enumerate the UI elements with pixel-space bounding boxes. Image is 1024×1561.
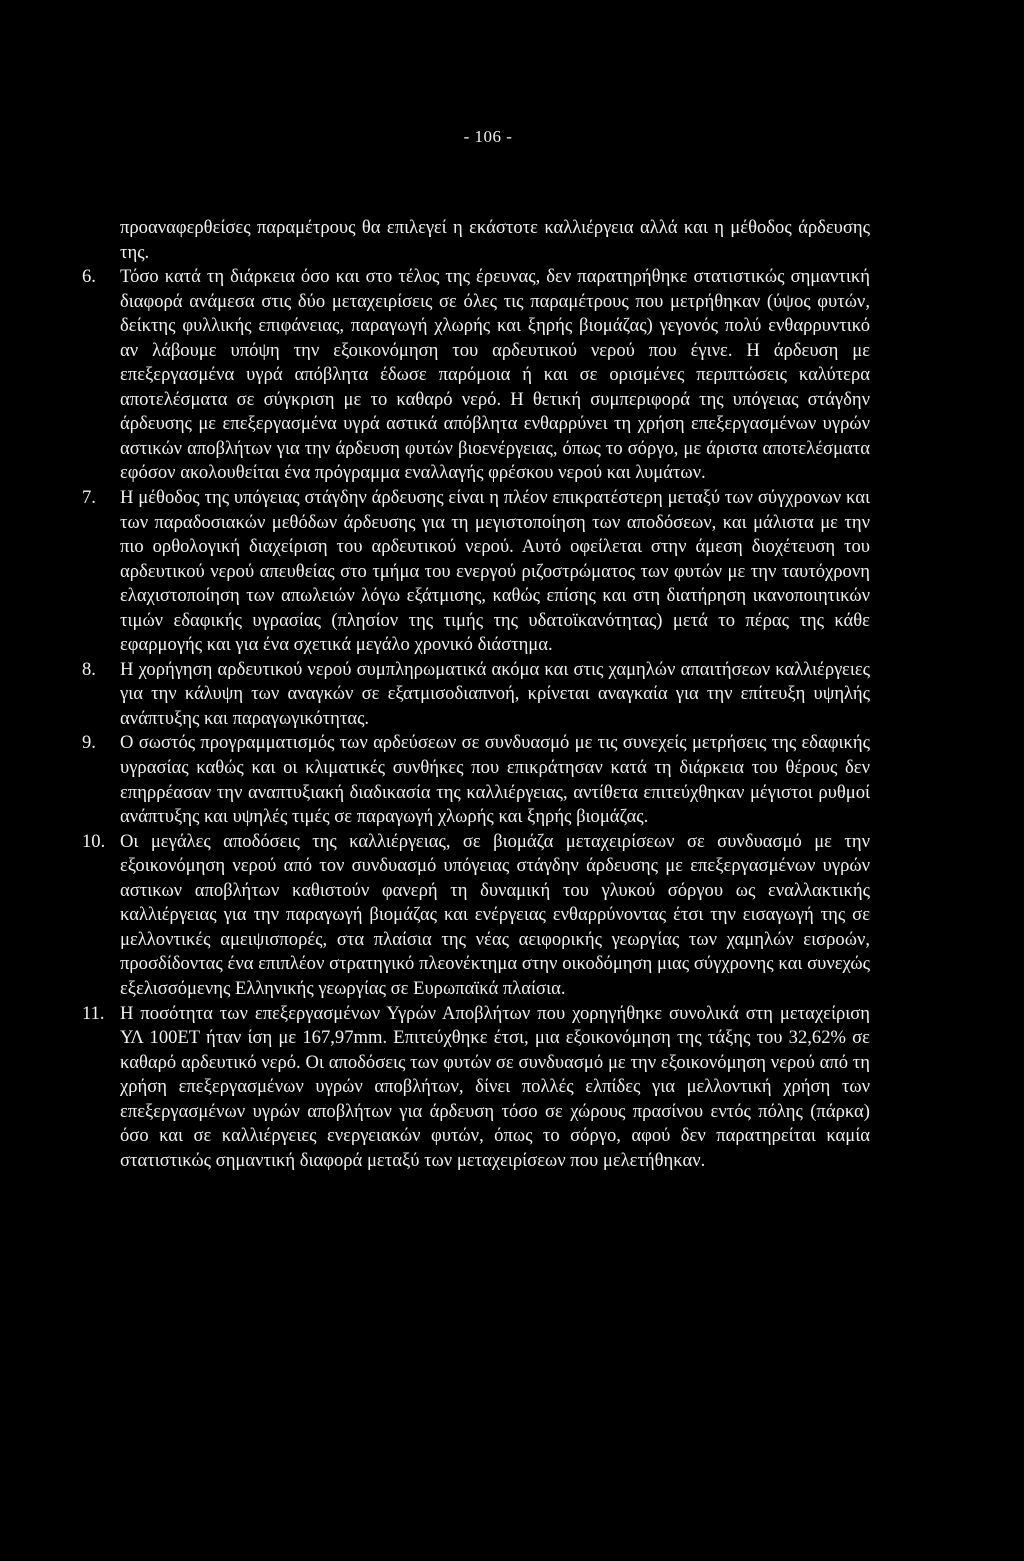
paragraph-6 <box>82 265 870 486</box>
paragraph-text: Η μέθοδος της υπόγειας στάγδην άρδευσης είναι η πλέον επικρατέστερη μεταξύ των σύγχρονων και των παραδοσιακών μεθόδων άρδευσης για τη μεγιστοποίηση των αποδόσεων, και μάλιστα με την πιο ορθολογική διαχείριση του αρδευτικού νερού. Αυτό οφείλεται στην άμεση διοχέτευση του αρδευτικού νερού απευθείας στο τμήμα του ενεργού ριζοστρώματος των φυτών με την ταυτόχρονη ελαχιστοποίηση των απωλειών λόγω εξάτμισης, καθώς επίσης και στη διατήρηση ικανοποιητικών τιμών εδαφικής υγρασίας (πλησίον της τιμής της υδατοϊκανότητας) μετά το πέρας της κάθε εφαρμογής και για ένα σχετικά μεγάλο χρονικό διάστημα. <box>120 487 870 656</box>
paragraph-number: 9. <box>82 732 96 754</box>
paragraph-text: προαναφερθείσες παραμέτρους θα επιλεγεί η εκάστοτε καλλιέργεια αλλά και η μέθοδος άρδευσης της. <box>120 217 870 263</box>
paragraph-number: 6. <box>82 266 96 288</box>
paragraph-continuation <box>82 216 870 265</box>
paragraph-text: Τόσο κατά τη διάρκεια όσο και στο τέλος της έρευνας, δεν παρατηρήθηκε στατιστικώς σημαντική διαφορά ανάμεσα στις δύο μεταχειρίσεις σε όλες τις παραμέτρους που μετρήθηκαν (ύψος φυτών, δείκτης φυλλικής επιφάνειας, παραγωγή χλωρής και ξηρής βιομάζας) γεγονός πολύ ενθαρρυντικό αν λάβουμε υπόψη την εξοικονόμηση του αρδευτικού νερού που έγινε. Η άρδευση με επεξεργασμένα υγρά απόβλητα έδωσε παρόμοια ή και σε ορισμένες περιπτώσεις καλύτερα αποτελέσματα σε σύγκριση με το καθαρό νερό. Η θετική συμπεριφορά της υπόγειας στάγδην άρδευσης με επεξεργασμένα υγρά αστικά απόβλητα ενθαρρύνει τη χρήση επεξεργασμένων υγρών αστικών αποβλήτων για την άρδευση φυτών βιοενέργειας, όπως το σόργο, με άριστα αποτελέσματα εφόσον ακολουθείται ένα πρόγραμμα εναλλαγής φρέσκου νερού και λυμάτων. <box>120 266 870 484</box>
paragraph-text: Ο σωστός προγραμματισμός των αρδεύσεων σε συνδυασμό με τις συνεχείς μετρήσεις της εδαφικής υγρασίας καθώς και οι κλιματικές συνθήκες που επικράτησαν κατά τη διάρκεια του θέρους δεν επηρρέασαν την αναπτυξιακή διαδικασία της καλλιέργειας, αντίθετα επιτεύχθηκαν μέγιστοι ρυθμοί ανάπτυξης και υψηλές τιμές σε παραγωγή χλωρής και ξηρής βιομάζας. <box>120 732 870 828</box>
page-number: - 106 - <box>463 127 513 146</box>
paragraph-number: 10. <box>82 830 106 852</box>
paragraph-text: Η ποσότητα των επεξεργασμένων Υγρών Αποβλήτων που χορηγήθηκε συνολικά στη μεταχείριση ΥΛ 100ΕΤ ήταν ίση με 167,97mm. Επιτεύχθηκε έτσι, μια εξοικονόμηση της τάξης του 32,62% σε καθαρό αρδευτικό νερό. Οι αποδόσεις των φυτών σε συνδυασμό με την εξοικονόμηση νερού από τη χρήση επεξεργασμένων υγρών αποβλήτων, δίνει πολλές ελπίδες για μελλοντική χρήση των επεξεργασμένων υγρών αποβλήτων για άρδευση τόσο σε χώρους πρασίνου εντός πόλης (πάρκα) όσο και σε καλλιέργειες ενεργειακών φυτών, όπως το σόργο, αφού δεν παρατηρείται καμία στατιστικώς σημαντική διαφορά μεταξύ των μεταχειρίσεων που μελετήθηκαν. <box>120 1002 870 1171</box>
paragraph-11 <box>82 1002 870 1174</box>
body-text <box>82 216 870 1173</box>
paragraph-number: 7. <box>82 487 96 509</box>
paragraph-10 <box>82 830 870 1002</box>
paragraph-9 <box>82 731 870 829</box>
paragraph-text: Η χορήγηση αρδευτικού νερού συμπληρωματικά ακόμα και στις χαμηλών απαιτήσεων καλλιέργειες για την κάλυψη των αναγκών σε εξατμισοδιαπνοή, κρίνεται αναγκαία για την επίτευξη υψηλής ανάπτυξης και παραγωγικότητας. <box>120 658 870 729</box>
paragraph-text: Οι μεγάλες αποδόσεις της καλλιέργειας, σε βιομάζα μεταχειρίσεων σε συνδυασμό με την εξοικονόμηση νερού από τον συνδυασμό υπόγειας στάγδην άρδευσης με επεξεργασμένων υγρών αστικων αποβλήτων καθιστούν φανερή τη δυναμική του γλυκού σόργου ως εναλλακτικής καλλιέργειας για την παραγωγή βιομάζας και ενέργειας ενθαρρύνοντας έτσι την εισαγωγή της σε μελλοντικές αμειψισπορές, στα πλαίσια της νέας αειφορικής γεωργίας των χαμηλών εισροών, προσδίδοντας ένα επιπλέον στρατηγικό πλεονέκτημα στην οικοδόμηση μιας σύγχρονης και συνεχώς εξελισσόμενης Ελληνικής γεωργίας σε Ευρωπαϊκά πλαίσια. <box>120 830 870 999</box>
paragraph-number: 11. <box>82 1002 105 1024</box>
paragraph-8 <box>82 658 870 732</box>
paragraph-7 <box>82 486 870 658</box>
paragraph-number: 8. <box>82 658 96 680</box>
